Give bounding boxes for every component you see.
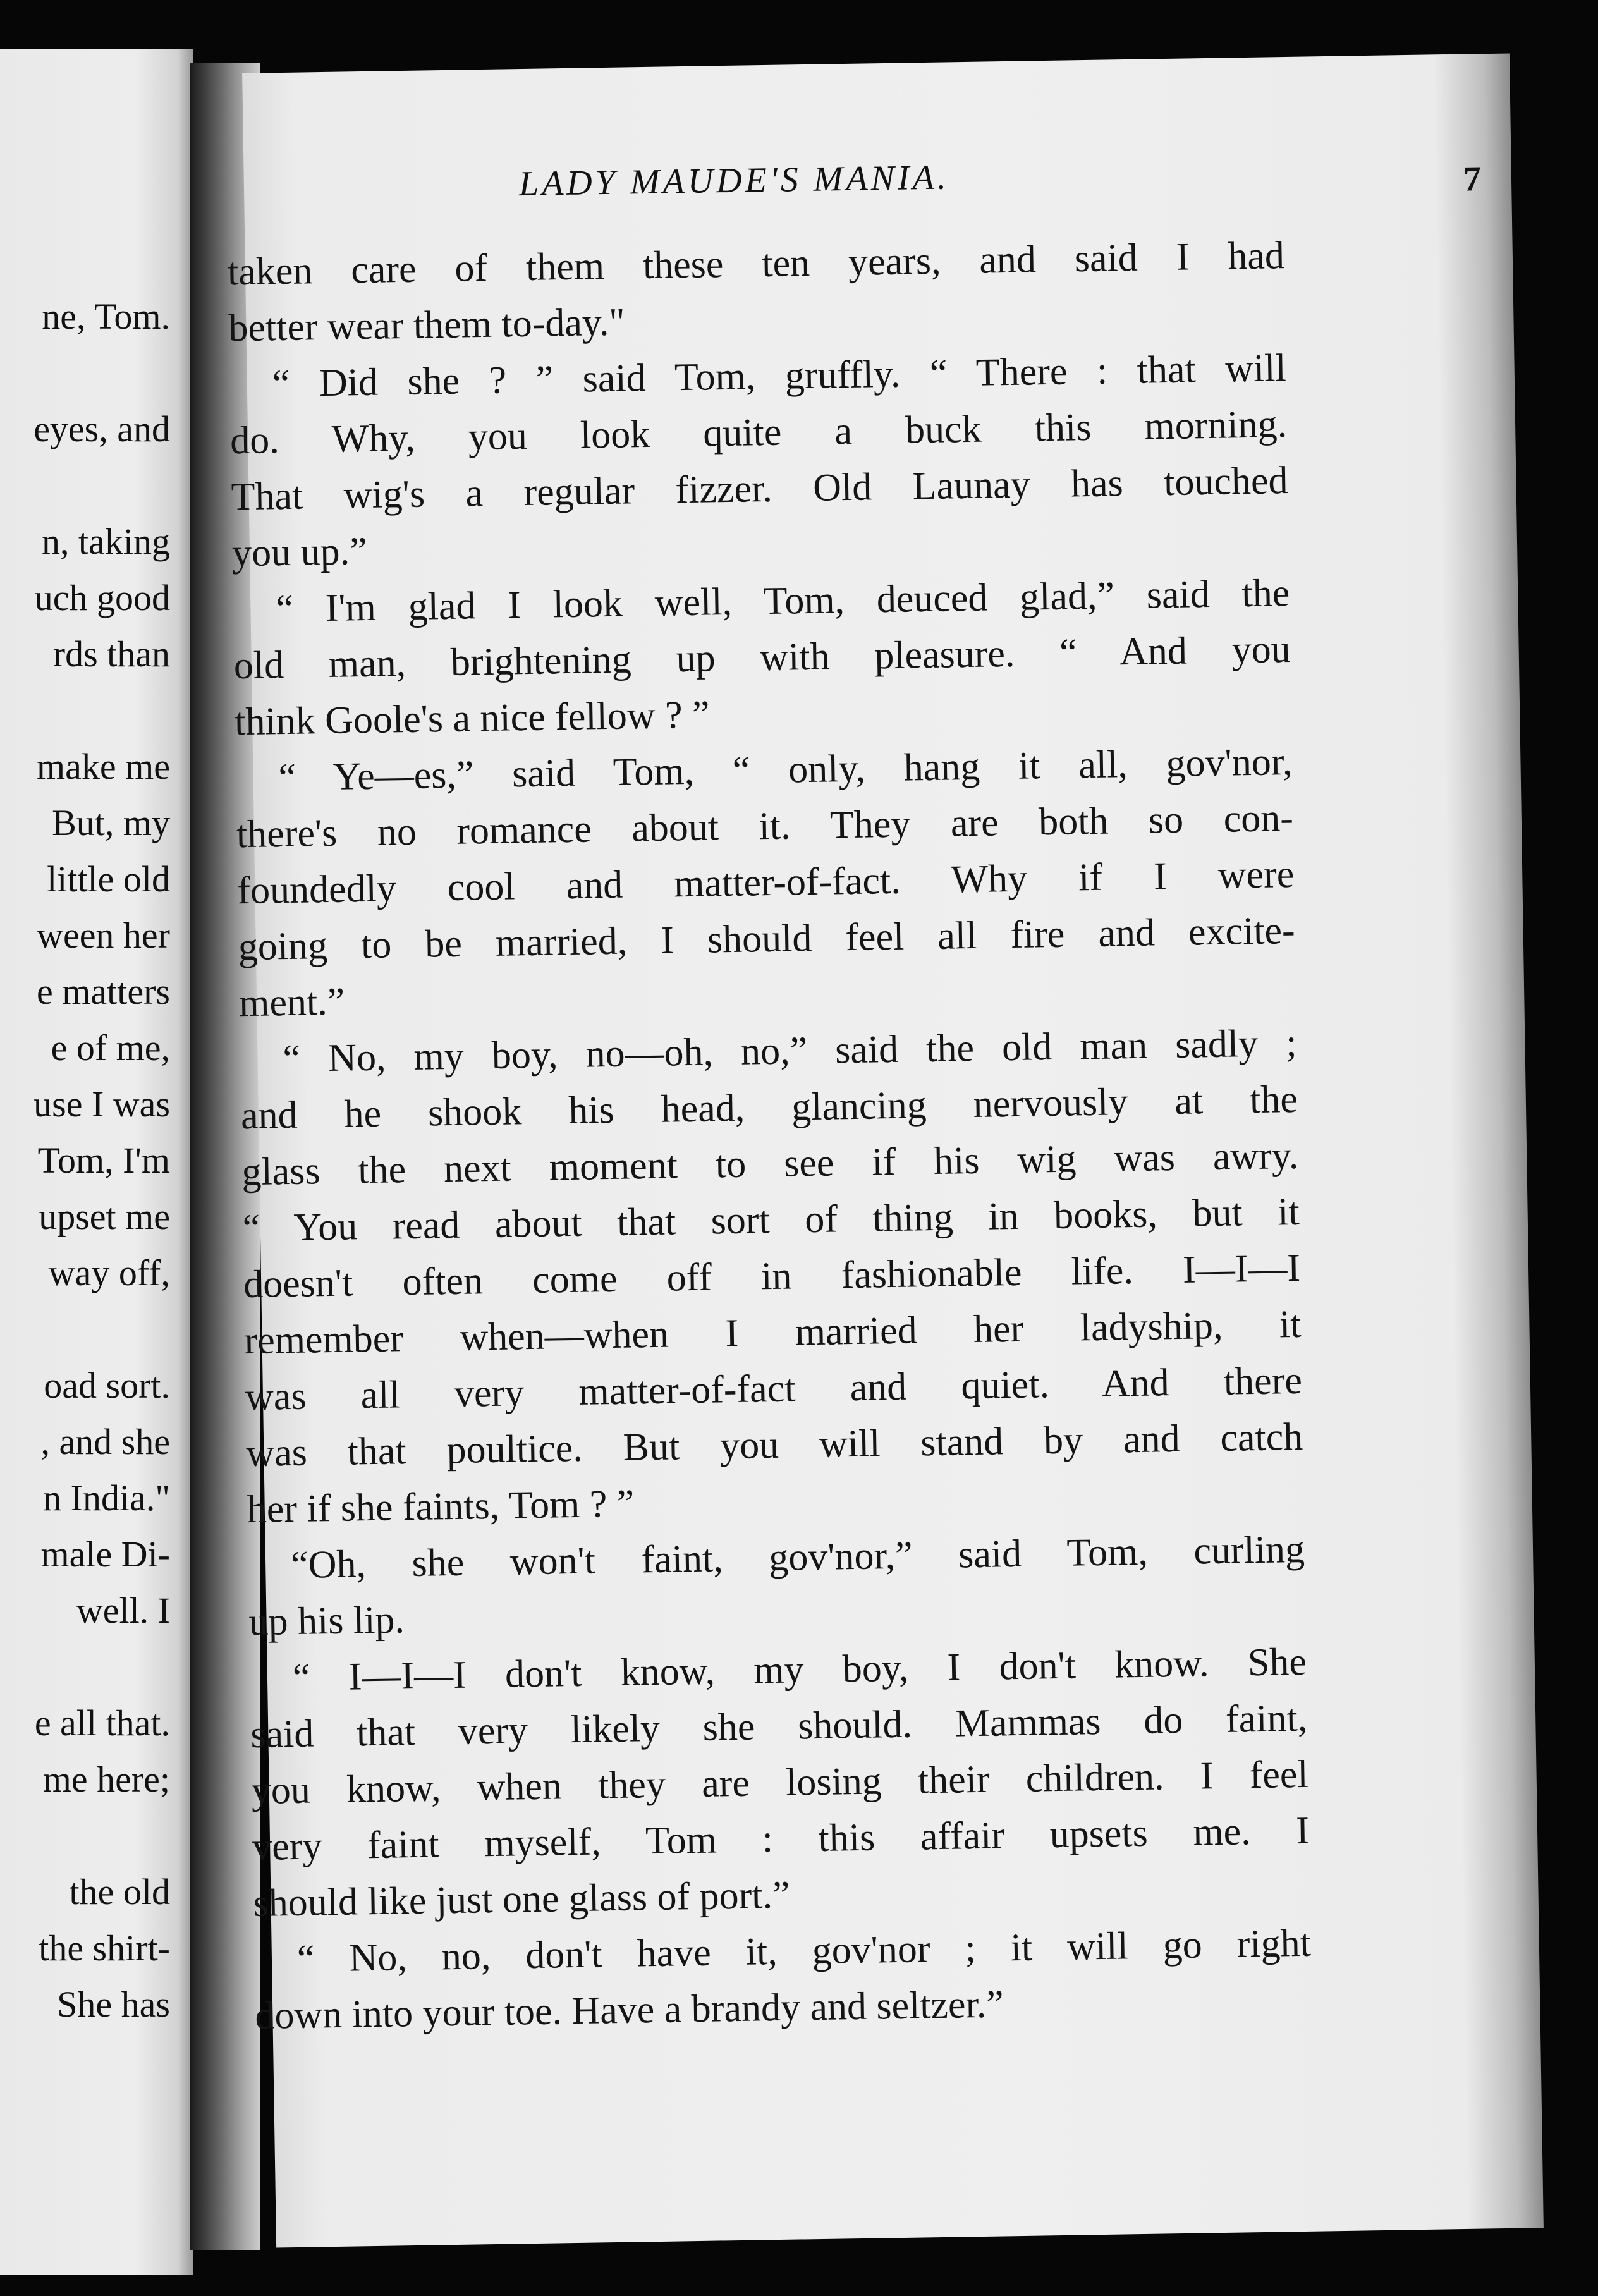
- right-page: [227, 53, 1544, 2247]
- text-line: do. Why, you look quite a buck this morning.: [229, 403, 1288, 463]
- text-line: “Oh, she won't faint, gov'nor,” said Tom, curling: [290, 1527, 1305, 1587]
- text-line: you know, when they are losing their children. I feel: [251, 1752, 1309, 1813]
- body-text: [227, 228, 1312, 2044]
- left-page-line: , and she: [40, 1421, 170, 1462]
- text-line: better wear them to-day.": [228, 300, 626, 350]
- text-line: was all very matter-of-fact and quiet. And there: [245, 1359, 1303, 1419]
- text-line: remember when—when I married her ladyship, it: [244, 1302, 1302, 1363]
- text-line: you up.”: [231, 529, 368, 575]
- text-line: “ I'm glad I look well, Tom, deuced glad,” said the: [275, 571, 1290, 631]
- text-line: ment.”: [238, 980, 345, 1025]
- text-line: glass the next moment to see if his wig was awry.: [241, 1133, 1299, 1194]
- text-line: “ Did she ? ” said Tom, gruffly. “ There : that will: [272, 346, 1287, 406]
- left-page-line: oad sort.: [44, 1365, 170, 1406]
- left-page-line: e of me,: [51, 1027, 170, 1068]
- text-line: old man, brightening up with pleasure. “ And you: [233, 628, 1291, 688]
- text-line: her if she faints, Tom ? ”: [247, 1482, 635, 1532]
- text-line: there's no romance about it. They are both so con-: [236, 796, 1294, 857]
- left-page: [0, 49, 193, 2275]
- text-line: down into your toe. Have a brandy and seltzer.”: [254, 1982, 1004, 2038]
- left-page-line: e matters: [37, 971, 170, 1012]
- left-page-line: me here;: [42, 1759, 170, 1800]
- running-head: LADY MAUDE'S MANIA.: [518, 157, 950, 204]
- left-page-line: use I was: [34, 1084, 170, 1125]
- left-page-line: [0, 682, 170, 738]
- text-line: “ No, no, don't have it, gov'nor ; it will go right: [296, 1921, 1312, 1981]
- text-line: very faint myself, Tom : this affair upsets me. I: [252, 1809, 1310, 1869]
- text-line: and he shook his head, glancing nervously at the: [240, 1077, 1298, 1138]
- text-line: foundedly cool and matter-of-fact. Why if I were: [236, 852, 1295, 913]
- left-page-line: [0, 457, 170, 513]
- left-page-line: rds than: [52, 633, 170, 675]
- text-line: “ No, my boy, no—oh, no,” said the old man sadly ;: [283, 1021, 1297, 1081]
- text-line: taken care of them these ten years, and said I had: [227, 234, 1285, 294]
- text-line: was that poultice. But you will stand by and catch: [245, 1415, 1303, 1475]
- page-number: 7: [1463, 159, 1482, 199]
- text-line: going to be married, I should feel all fire and excite-: [238, 908, 1296, 969]
- left-page-line: ne, Tom.: [42, 296, 170, 337]
- text-line: up his lip.: [248, 1598, 405, 1644]
- left-page-line: the old: [69, 1871, 170, 1912]
- left-page-line: male Di-: [40, 1534, 170, 1575]
- left-page-line: n India.": [43, 1477, 170, 1518]
- left-page-line: Tom, I'm: [37, 1140, 170, 1181]
- left-page-line: little old: [47, 858, 170, 900]
- text-line: “ You read about that sort of thing in books, but it: [242, 1190, 1300, 1250]
- left-page-line: way off,: [48, 1252, 170, 1293]
- text-line: “ I—I—I don't know, my boy, I don't know. She: [292, 1640, 1307, 1700]
- left-page-line: [0, 345, 170, 401]
- left-page-line: upset me: [39, 1196, 170, 1237]
- left-page-line: She has: [57, 1984, 170, 2025]
- left-page-line: uch good: [34, 577, 170, 618]
- left-page-line: well. I: [76, 1590, 170, 1631]
- left-page-line: eyes, and: [34, 408, 170, 449]
- left-page-line: the shirt-: [39, 1927, 170, 1969]
- left-page-line: e all that.: [34, 1702, 170, 1743]
- left-page-line: ween her: [37, 915, 170, 956]
- text-line: That wig's a regular fizzer. Old Launay has touched: [231, 459, 1288, 519]
- left-page-line: [0, 1639, 170, 1695]
- text-line: should like just one glass of port.”: [253, 1873, 790, 1926]
- left-page-line: But, my: [52, 802, 170, 843]
- left-page-line: make me: [37, 746, 170, 787]
- text-line: said that very likely she should. Mammas do faint,: [250, 1696, 1308, 1757]
- left-page-line: n, taking: [42, 521, 170, 562]
- text-line: think Goole's a nice fellow ? ”: [234, 693, 711, 744]
- text-line: doesn't often come off in fashionable life. I—I—I: [243, 1246, 1301, 1307]
- left-page-line: [0, 1807, 170, 1864]
- left-page-text: [0, 288, 170, 2032]
- left-page-line: [0, 1301, 170, 1357]
- text-line: “ Ye—es,” said Tom, “ only, hang it all, gov'nor,: [278, 740, 1293, 800]
